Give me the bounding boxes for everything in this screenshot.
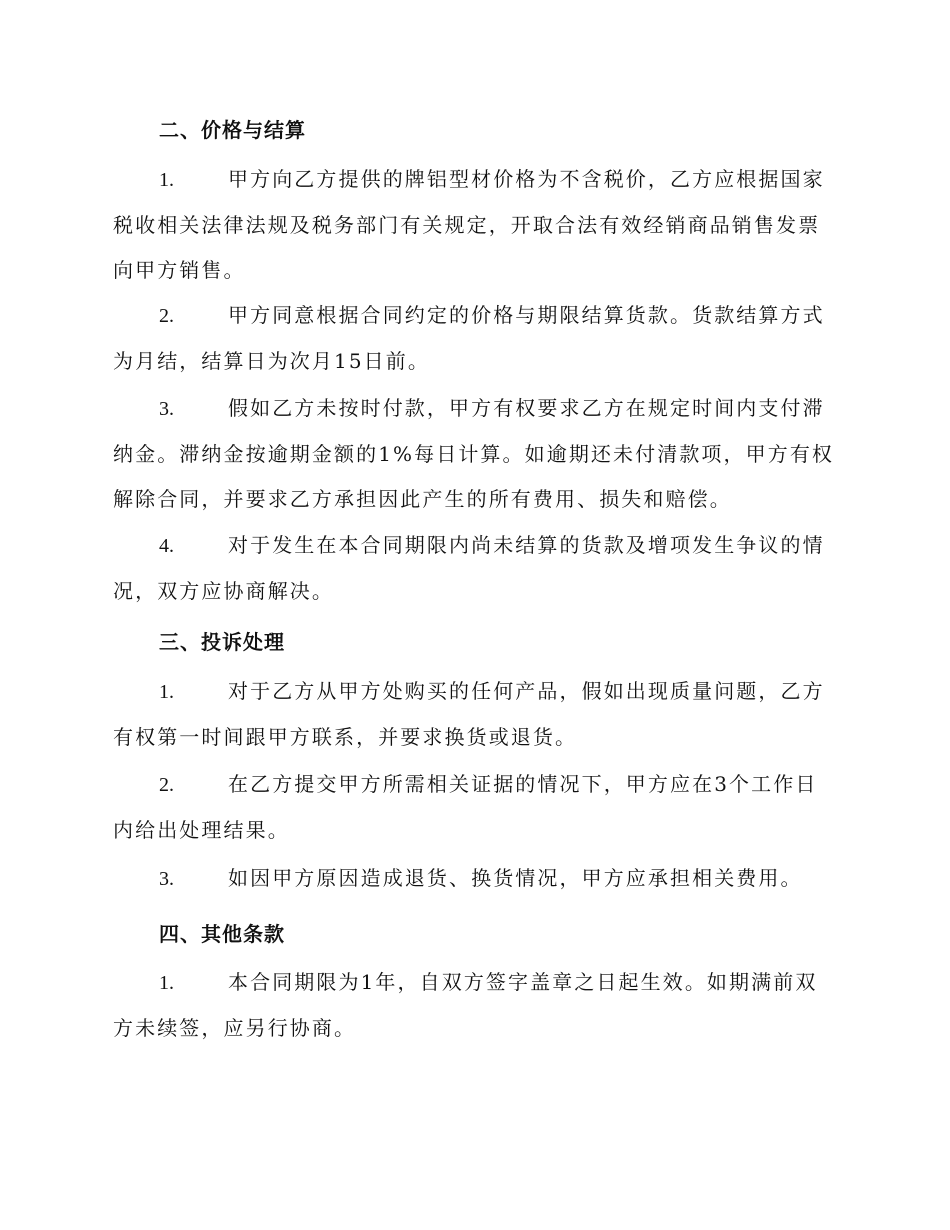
section-title-pricing: 二、价格与结算 <box>159 118 306 142</box>
clause-complaints-2 <box>113 762 838 853</box>
clause-number: 1. <box>159 169 174 191</box>
clause-complaints-3 <box>113 856 838 902</box>
clause-pricing-3 <box>113 386 838 522</box>
clause-text: 对于乙方从甲方处购买的任何产品，假如出现质量问题，乙方有权第一时间跟甲方联系，并要求换货或退货。 <box>113 679 825 749</box>
clause-text: 甲方同意根据合同约定的价格与期限结算货款。货款结算方式为月结，结算日为次月15日前。 <box>113 303 825 373</box>
clause-text: 如因甲方原因造成退货、换货情况，甲方应承担相关费用。 <box>228 866 803 890</box>
clause-text: 在乙方提交甲方所需相关证据的情况下，甲方应在3个工作日内给出处理结果。 <box>113 772 818 842</box>
clause-number: 2. <box>159 774 174 796</box>
clause-number: 3. <box>159 398 174 420</box>
clause-text: 假如乙方未按时付款，甲方有权要求乙方在规定时间内支付滞纳金。滞纳金按逾期金额的1%每日计算。如逾期还未付清款项，甲方有权解除合同，并要求乙方承担因此产生的所有费用、损失和赔偿。 <box>113 396 835 511</box>
clause-text: 甲方向乙方提供的牌铝型材价格为不含税价，乙方应根据国家税收相关法律法规及税务部门有关规定，开取合法有效经销商品销售发票向甲方销售。 <box>113 167 825 282</box>
clause-text: 本合同期限为1年，自双方签字盖章之日起生效。如期满前双方未续签，应另行协商。 <box>113 970 818 1040</box>
clause-pricing-2 <box>113 293 838 384</box>
clause-number: 3. <box>159 868 174 890</box>
clause-number: 2. <box>159 305 174 327</box>
clause-pricing-1 <box>113 157 838 293</box>
clause-complaints-1 <box>113 669 838 760</box>
clause-number: 4. <box>159 535 174 557</box>
clause-text: 对于发生在本合同期限内尚未结算的货款及增项发生争议的情况，双方应协商解决。 <box>113 533 825 603</box>
clause-number: 1. <box>159 972 174 994</box>
section-title-other-terms: 四、其他条款 <box>159 922 285 946</box>
section-title-complaints: 三、投诉处理 <box>159 630 285 654</box>
clause-other-1 <box>113 960 838 1051</box>
clause-number: 1. <box>159 681 174 703</box>
clause-pricing-4 <box>113 523 838 614</box>
